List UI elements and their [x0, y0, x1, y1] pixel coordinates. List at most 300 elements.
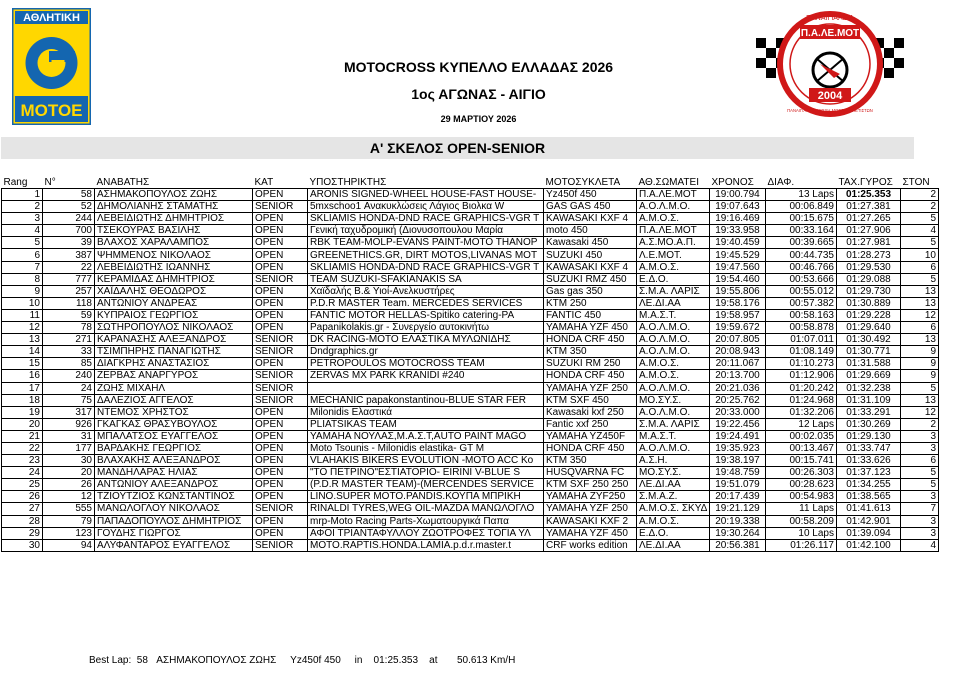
cell-number: 118 — [43, 297, 95, 309]
cell-rank: 17 — [2, 382, 43, 394]
result-row — [2, 249, 939, 261]
cell-lap-no: 6 — [901, 261, 939, 273]
cell-time: 19:24.491 — [710, 430, 766, 442]
cell-number: 244 — [43, 213, 95, 225]
cell-lap-no: 5 — [901, 237, 939, 249]
cell-rank: 26 — [2, 491, 43, 503]
cell-sponsor: ZERVAS MX PARK KRANIDI #240 — [308, 370, 544, 382]
cell-rider: ΔΙΑΓΚΡΗΣ ΑΝΑΣΤΑΣΙΟΣ — [95, 358, 253, 370]
cell-time: 19:48.759 — [710, 467, 766, 479]
cell-motorcycle: YAMAHA ZYF250 — [544, 491, 637, 503]
cell-number: 926 — [43, 418, 95, 430]
cell-rider: ΤΣΙΜΠΗΡΗΣ ΠΑΝΑΓΙΩΤΗΣ — [95, 346, 253, 358]
cell-category: SENIOR — [253, 539, 308, 551]
cell-lap-no: 7 — [901, 503, 939, 515]
cell-lap-no: 5 — [901, 213, 939, 225]
cell-motorcycle: KAWASAKI KXF 2 — [544, 515, 637, 527]
cell-rank: 22 — [2, 442, 43, 454]
cell-category: OPEN — [253, 309, 308, 321]
cell-fastest-lap: 01:33.747 — [837, 442, 901, 454]
cell-rank: 6 — [2, 249, 43, 261]
cell-lap-no: 4 — [901, 539, 939, 551]
cell-diff: 00:54.983 — [766, 491, 837, 503]
cell-rider: ΑΛΥΦΑΝΤΑΡΟΣ ΕΥΑΓΓΕΛΟΣ — [95, 539, 253, 551]
cell-club: Μ.Α.Σ.Τ. — [637, 430, 710, 442]
cell-sponsor: P.D.R MASTER Team. MERCEDES SERVICES — [308, 297, 544, 309]
logo-club-name: Π.Α.ΛΕ.ΜΟΤ — [800, 28, 860, 39]
cell-diff: 00:06.849 — [766, 201, 837, 213]
cell-motorcycle: CRF works edition — [544, 539, 637, 551]
cell-motorcycle: FANTIC 450 — [544, 309, 637, 321]
cell-club: Α.Μ.Ο.Σ. ΣΚΥΔ — [637, 503, 710, 515]
cell-sponsor: Papanikolakis.gr - Συνεργείο αυτοκινήτω — [308, 322, 544, 334]
cell-motorcycle: SUZUKI RMZ 450 — [544, 273, 637, 285]
cell-diff: 01:32.206 — [766, 406, 837, 418]
cell-lap-no: 12 — [901, 406, 939, 418]
cell-sponsor: VLAHAKIS BIKERS EVOLUTION -MOTO ACC Ko — [308, 455, 544, 467]
cell-motorcycle: SUZUKI RM 250 — [544, 358, 637, 370]
cell-lap-no: 2 — [901, 189, 939, 201]
cell-fastest-lap: 01:33.291 — [837, 406, 901, 418]
cell-number: 52 — [43, 201, 95, 213]
cell-category: SENIOR — [253, 370, 308, 382]
cell-rider: ΑΝΤΩΝΙΟΥ ΑΛΕΞΑΝΔΡΟΣ — [95, 479, 253, 491]
cell-diff: 10 Laps — [766, 527, 837, 539]
cell-rank: 7 — [2, 261, 43, 273]
cell-club: ΜΟ.ΣΥ.Σ. — [637, 394, 710, 406]
cell-lap-no: 5 — [901, 273, 939, 285]
cell-motorcycle: KTM SXF 250 250 — [544, 479, 637, 491]
result-row — [2, 261, 939, 273]
cell-motorcycle: HUSQVARNA FC — [544, 467, 637, 479]
cell-club: Α.Μ.Ο.Σ. — [637, 358, 710, 370]
cell-category: SENIOR — [253, 382, 308, 394]
cell-motorcycle: KAWASAKI KXF 4 — [544, 261, 637, 273]
page-title: MOTOCROSS ΚΥΠΕΛΛΟ ΕΛΛΑΔΑΣ 2026 — [343, 59, 614, 75]
cell-sponsor: 5mxschoo1 Ανακυκλώσεις Λάγιος Βιολκα W — [308, 201, 544, 213]
cell-lap-no: 3 — [901, 527, 939, 539]
cell-rank: 23 — [2, 455, 43, 467]
cell-category: OPEN — [253, 189, 308, 201]
cell-fastest-lap: 01:37.123 — [837, 467, 901, 479]
cell-sponsor: FANTIC MOTOR HELLAS-Spitiko catering-PA — [308, 309, 544, 321]
result-row — [2, 430, 939, 442]
cell-diff: 00:13.467 — [766, 442, 837, 454]
cell-sponsor: Moto Tsounis - Milonidis elastika- GT M — [308, 442, 544, 454]
result-row — [2, 418, 939, 430]
cell-time: 20:17.439 — [710, 491, 766, 503]
cell-fastest-lap: 01:29.088 — [837, 273, 901, 285]
cell-sponsor: GREENETHICS.GR, DIRT MOTOS,LIVANAS MOT — [308, 249, 544, 261]
cell-rider: ΤΣΕΚΟΥΡΑΣ ΒΑΣΙΛΗΣ — [95, 225, 253, 237]
cell-lap-no: 3 — [901, 491, 939, 503]
cell-lap-no: 2 — [901, 418, 939, 430]
cell-rider: ΑΣΗΜΑΚΟΠΟΥΛΟΣ ΖΩΗΣ — [95, 189, 253, 201]
cell-club: Α.Μ.Ο.Σ. — [637, 261, 710, 273]
cell-sponsor: SKLIAMIS HONDA-DND RACE GRAPHICS-VGR T — [308, 261, 544, 273]
cell-diff: 00:44.735 — [766, 249, 837, 261]
cell-lap-no: 5 — [901, 479, 939, 491]
cell-motorcycle: YAMAHA YZF 450 — [544, 527, 637, 539]
cell-time: 20:11.067 — [710, 358, 766, 370]
cell-rank: 4 — [2, 225, 43, 237]
cell-motorcycle: SUZUKI 450 — [544, 249, 637, 261]
cell-diff: 01:10.273 — [766, 358, 837, 370]
cell-motorcycle: KTM SXF 450 — [544, 394, 637, 406]
result-row — [2, 285, 939, 297]
cell-rank: 5 — [2, 237, 43, 249]
result-row — [2, 358, 939, 370]
cell-rider: ΚΥΠΡΑΙΟΣ ΓΕΩΡΓΙΟΣ — [95, 309, 253, 321]
cell-category: OPEN — [253, 527, 308, 539]
cell-lap-no: 9 — [901, 370, 939, 382]
cell-category: OPEN — [253, 442, 308, 454]
cell-number: 26 — [43, 479, 95, 491]
cell-rank: 12 — [2, 322, 43, 334]
col-header-fastest-lap: ΤΑΧ.ΓΥΡΟΣ — [838, 176, 893, 188]
cell-lap-no: 4 — [901, 225, 939, 237]
cell-category: SENIOR — [253, 503, 308, 515]
cell-time: 19:33.958 — [710, 225, 766, 237]
result-row — [2, 334, 939, 346]
cell-sponsor: SKLIAMIS HONDA-DND RACE GRAPHICS-VGR T — [308, 213, 544, 225]
logo-year: 2004 — [817, 90, 843, 102]
result-row — [2, 273, 939, 285]
cell-rider: ΜΠΑΛΑΤΣΟΣ ΕΥΑΓΓΕΛΟΣ — [95, 430, 253, 442]
cell-rank: 21 — [2, 430, 43, 442]
cell-club: ΜΟ.ΣΥ.Σ. — [637, 467, 710, 479]
cell-category: SENIOR — [253, 273, 308, 285]
cell-sponsor: YAMAHA ΝΟΥΛΑΣ,Μ.Α.Σ.Τ,AUTO PAINT MAGO — [308, 430, 544, 442]
cell-motorcycle: Kawasaki 450 — [544, 237, 637, 249]
cell-rider: ΜΑΝΩΛΟΓΛΟΥ ΝΙΚΟΛΑΟΣ — [95, 503, 253, 515]
cell-club: ΛΕ.ΔΙ.ΑΑ — [637, 479, 710, 491]
col-header-number: N° — [44, 176, 56, 188]
cell-motorcycle: Gas gas 350 — [544, 285, 637, 297]
logo-club-top-text: ΠΑΝΑΙΓΙΑΛΕΙΑ — [806, 15, 854, 22]
cell-motorcycle: YAMAHA YZF 250 — [544, 503, 637, 515]
result-row — [2, 442, 939, 454]
cell-fastest-lap: 01:28.273 — [837, 249, 901, 261]
cell-motorcycle: KTM 250 — [544, 297, 637, 309]
cell-club: Α.Ο.Λ.Μ.Ο. — [637, 322, 710, 334]
cell-diff: 00:15.675 — [766, 213, 837, 225]
cell-fastest-lap: 01:31.588 — [837, 358, 901, 370]
cell-fastest-lap: 01:27.906 — [837, 225, 901, 237]
best-lap-footer: Best Lap: 58 ΑΣΗΜΑΚΟΠΟΥΛΟΣ ΖΩΗΣ Yz450f 450 in 01:25.353 at 50.613 Km/H — [89, 655, 516, 666]
cell-rank: 16 — [2, 370, 43, 382]
result-row — [2, 297, 939, 309]
cell-lap-no: 2 — [901, 201, 939, 213]
cell-fastest-lap: 01:29.730 — [837, 285, 901, 297]
cell-time: 20:25.762 — [710, 394, 766, 406]
cell-number: 39 — [43, 237, 95, 249]
cell-number: 317 — [43, 406, 95, 418]
cell-category: OPEN — [253, 249, 308, 261]
cell-number: 85 — [43, 358, 95, 370]
cell-number: 555 — [43, 503, 95, 515]
cell-fastest-lap: 01:38.565 — [837, 491, 901, 503]
cell-club: ΛΕ.ΔΙ.ΑΑ — [637, 297, 710, 309]
cell-lap-no: 10 — [901, 249, 939, 261]
cell-rank: 10 — [2, 297, 43, 309]
cell-motorcycle: YAMAHA YZF 250 — [544, 382, 637, 394]
cell-club: Α.Μ.Ο.Σ. — [637, 213, 710, 225]
result-row — [2, 382, 939, 394]
results-header-row — [2, 176, 939, 189]
cell-rank: 24 — [2, 467, 43, 479]
cell-time: 20:33.000 — [710, 406, 766, 418]
cell-fastest-lap: 01:32.238 — [837, 382, 901, 394]
cell-club: Α.Ο.Λ.Μ.Ο. — [637, 201, 710, 213]
cell-diff: 00:55.012 — [766, 285, 837, 297]
cell-category: OPEN — [253, 430, 308, 442]
cell-sponsor: DK RACING-ΜΟΤΟ ΕΛΑΣΤΙΚΑ ΜΥΛΩΝΙΔΗΣ — [308, 334, 544, 346]
cell-rider: ΣΩΤΗΡΟΠΟΥΛΟΣ ΝΙΚΟΛΑΟΣ — [95, 322, 253, 334]
cell-time: 20:08.943 — [710, 346, 766, 358]
cell-club: Α.Ο.Λ.Μ.Ο. — [637, 406, 710, 418]
cell-rider: ΑΝΤΩΝΙΟΥ ΑΝΔΡΕΑΣ — [95, 297, 253, 309]
cell-diff: 01:24.968 — [766, 394, 837, 406]
cell-diff: 00:28.623 — [766, 479, 837, 491]
section-heading: Α' ΣΚΕΛΟΣ OPEN-SENIOR — [1, 137, 914, 159]
cell-number: 387 — [43, 249, 95, 261]
cell-lap-no: 6 — [901, 455, 939, 467]
cell-rank: 28 — [2, 515, 43, 527]
col-header-category: ΚΑΤ — [254, 176, 274, 188]
cell-lap-no: 13 — [901, 285, 939, 297]
cell-motorcycle: HONDA CRF 450 — [544, 370, 637, 382]
cell-number: 257 — [43, 285, 95, 297]
cell-club: Ε.Δ.Ο. — [637, 273, 710, 285]
cell-sponsor: TEAM SUZUKI-SFAKIANAKIS SA — [308, 273, 544, 285]
cell-rider: ΝΤΕΜΟΣ ΧΡΗΣΤΟΣ — [95, 406, 253, 418]
cell-rider: ΒΛΑΧΟΣ ΧΑΡΑΛΑΜΠΟΣ — [95, 237, 253, 249]
cell-time: 20:13.700 — [710, 370, 766, 382]
cell-category: OPEN — [253, 261, 308, 273]
cell-number: 12 — [43, 491, 95, 503]
cell-rank: 27 — [2, 503, 43, 515]
cell-category: SENIOR — [253, 346, 308, 358]
cell-number: 123 — [43, 527, 95, 539]
cell-number: 177 — [43, 442, 95, 454]
cell-lap-no: 5 — [901, 382, 939, 394]
cell-number: 22 — [43, 261, 95, 273]
cell-time: 19:21.129 — [710, 503, 766, 515]
cell-club: Μ.Α.Σ.Τ. — [637, 309, 710, 321]
cell-rider: ΖΕΡΒΑΣ ΑΝΑΡΓΥΡΟΣ — [95, 370, 253, 382]
cell-time: 20:19.338 — [710, 515, 766, 527]
cell-diff: 01:12.906 — [766, 370, 837, 382]
cell-category: SENIOR — [253, 201, 308, 213]
cell-club: Α.Ο.Λ.Μ.Ο. — [637, 334, 710, 346]
cell-rank: 14 — [2, 346, 43, 358]
cell-sponsor: RINALDI TYRES,WEG OIL-MAZDA ΜΑΝΩΛΟΓΛΟ — [308, 503, 544, 515]
cell-time: 19:55.806 — [710, 285, 766, 297]
cell-category: OPEN — [253, 467, 308, 479]
cell-motorcycle: HONDA CRF 450 — [544, 442, 637, 454]
cell-time: 19:22.456 — [710, 418, 766, 430]
cell-club: Α.Ο.Λ.Μ.Ο. — [637, 346, 710, 358]
cell-fastest-lap: 01:29.669 — [837, 370, 901, 382]
col-header-club: ΑΘ.ΣΩΜΑΤΕΙ — [638, 176, 699, 188]
cell-sponsor: Χαϊδαλής Β.& Υιοί-Ανελκυστήρες — [308, 285, 544, 297]
cell-lap-no: 13 — [901, 334, 939, 346]
cell-category: OPEN — [253, 479, 308, 491]
cell-diff: 01:08.149 — [766, 346, 837, 358]
cell-sponsor: PLIATSIKAS TEAM — [308, 418, 544, 430]
result-row — [2, 189, 939, 201]
cell-lap-no: 9 — [901, 346, 939, 358]
cell-rank: 25 — [2, 479, 43, 491]
result-row — [2, 527, 939, 539]
cell-rank: 8 — [2, 273, 43, 285]
cell-rider: ΓΟΥΔΗΣ ΓΙΩΡΓΟΣ — [95, 527, 253, 539]
cell-motorcycle: KAWASAKI KXF 4 — [544, 213, 637, 225]
cell-time: 20:07.805 — [710, 334, 766, 346]
cell-sponsor: PETROPOULOS MOTOCROSS TEAM — [308, 358, 544, 370]
cell-time: 19:35.923 — [710, 442, 766, 454]
cell-rank: 13 — [2, 334, 43, 346]
cell-rider: ΔΗΜΟΛΙΑΝΗΣ ΣΤΑΜΑΤΗΣ — [95, 201, 253, 213]
cell-diff: 01:26.117 — [766, 539, 837, 551]
cell-sponsor: MECHANIC papakonstantinou-BLUE STAR FER — [308, 394, 544, 406]
cell-club: Α.Ο.Λ.Μ.Ο. — [637, 382, 710, 394]
cell-number: 58 — [43, 189, 95, 201]
cell-motorcycle: Fantic xxf 250 — [544, 418, 637, 430]
cell-rank: 3 — [2, 213, 43, 225]
logo-bottom-text: MOTOE — [20, 101, 83, 120]
cell-number: 33 — [43, 346, 95, 358]
cell-rider: ΠΑΠΑΔΟΠΟΥΛΟΣ ΔΗΜΗΤΡΙΟΣ — [95, 515, 253, 527]
result-row — [2, 406, 939, 418]
cell-club: Π.Α.ΛΕ.ΜΟΤ — [637, 225, 710, 237]
cell-motorcycle: Yz450f 450 — [544, 189, 637, 201]
cell-motorcycle: KTM 350 — [544, 455, 637, 467]
cell-rider: ΤΖΙΟΥΤΖΙΟΣ ΚΩΝΣΤΑΝΤΙΝΟΣ — [95, 491, 253, 503]
cell-category: SENIOR — [253, 394, 308, 406]
cell-time: 19:58.176 — [710, 297, 766, 309]
cell-rider: ΚΕΡΑΜΙΔΑΣ ΔΗΜΗΤΡΙΟΣ — [95, 273, 253, 285]
result-row — [2, 394, 939, 406]
cell-time: 19:00.794 — [710, 189, 766, 201]
cell-diff: 01:07.011 — [766, 334, 837, 346]
cell-number: 79 — [43, 515, 95, 527]
cell-lap-no: 9 — [901, 358, 939, 370]
cell-club: Α.Ο.Λ.Μ.Ο. — [637, 442, 710, 454]
cell-fastest-lap: 01:29.640 — [837, 322, 901, 334]
cell-number: 700 — [43, 225, 95, 237]
result-row — [2, 539, 939, 551]
col-header-rider: ΑΝΑΒΑΤΗΣ — [96, 176, 150, 188]
result-row — [2, 322, 939, 334]
cell-fastest-lap: 01:42.100 — [837, 539, 901, 551]
cell-fastest-lap: 01:29.130 — [837, 430, 901, 442]
cell-rider: ΒΑΡΔΑΚΗΣ ΓΕΩΡΓΙΟΣ — [95, 442, 253, 454]
cell-motorcycle: YAMAHA YZF 450 — [544, 322, 637, 334]
col-header-motorcycle: ΜΟΤΟΣΥΚΛΕΤΑ — [545, 176, 621, 188]
col-header-rang: Rang — [3, 176, 28, 188]
cell-sponsor: (P.D.R MASTER TEAM)-(MERCENDES SERVICE — [308, 479, 544, 491]
cell-number: 20 — [43, 467, 95, 479]
cell-sponsor: mrp-Moto Racing Parts-Χωματουργικά Παπα — [308, 515, 544, 527]
cell-club: Σ.Μ.Α.Ζ. — [637, 491, 710, 503]
cell-number: 78 — [43, 322, 95, 334]
col-header-sponsor: ΥΠΟΣΤΗΡΙΚΤΗΣ — [309, 176, 387, 188]
cell-diff: 00:58.878 — [766, 322, 837, 334]
logo-club-bottom-text: ΠΑΝΑΙΓΙΑΛΕΙΑ ΛΕΣΧΗ ΜΟΤΟΣΥΚΛΕΤΙΣΤΩΝ — [787, 108, 873, 113]
cell-sponsor: Γενική ταχυδρομική (Διονυσοπουλου Μαρία — [308, 225, 544, 237]
cell-number: 94 — [43, 539, 95, 551]
cell-sponsor: LINO.SUPER MOTO.PANDIS.ΚΟΥΠΑ ΜΠΡΙΚΗ — [308, 491, 544, 503]
cell-club: Α.Σ.Η. — [637, 455, 710, 467]
cell-category: OPEN — [253, 406, 308, 418]
cell-lap-no: 5 — [901, 467, 939, 479]
cell-rank: 19 — [2, 406, 43, 418]
cell-category: OPEN — [253, 237, 308, 249]
result-row — [2, 213, 939, 225]
cell-fastest-lap: 01:30.492 — [837, 334, 901, 346]
cell-diff: 13 Laps — [766, 189, 837, 201]
cell-sponsor — [308, 382, 544, 394]
cell-rank: 15 — [2, 358, 43, 370]
cell-diff: 00:46.766 — [766, 261, 837, 273]
cell-time: 20:21.036 — [710, 382, 766, 394]
result-row — [2, 515, 939, 527]
cell-fastest-lap: 01:30.771 — [837, 346, 901, 358]
cell-diff: 00:39.665 — [766, 237, 837, 249]
cell-number: 31 — [43, 430, 95, 442]
result-row — [2, 309, 939, 321]
cell-diff: 01:20.242 — [766, 382, 837, 394]
cell-sponsor: "ΤΟ ΠΕΤΡΙΝΟ"ΕΣΤΙΑΤΟΡΙΟ- EIRINI V-BLUE S — [308, 467, 544, 479]
cell-category: OPEN — [253, 515, 308, 527]
cell-rank: 29 — [2, 527, 43, 539]
cell-diff: 12 Laps — [766, 418, 837, 430]
race-date: 29 ΜΑΡΤΙΟΥ 2026 — [440, 114, 517, 124]
cell-fastest-lap: 01:27.981 — [837, 237, 901, 249]
cell-rider: ΖΩΗΣ ΜΙΧΑΗΛ — [95, 382, 253, 394]
cell-category: SENIOR — [253, 334, 308, 346]
cell-club: Α.Μ.Ο.Σ. — [637, 515, 710, 527]
col-header-diff: ΔΙΑΦ. — [767, 176, 795, 188]
cell-fastest-lap: 01:34.255 — [837, 479, 901, 491]
cell-sponsor: MOTO.RAPTIS.HONDA.LAMIA.p.d.r.master.t — [308, 539, 544, 551]
cell-diff: 00:15.741 — [766, 455, 837, 467]
col-header-lap-no: ΣΤΟΝ — [902, 176, 930, 188]
cell-club: Α.Μ.Ο.Σ. — [637, 370, 710, 382]
cell-category: OPEN — [253, 297, 308, 309]
cell-fastest-lap: 01:27.265 — [837, 213, 901, 225]
cell-time: 19:07.643 — [710, 201, 766, 213]
cell-lap-no: 13 — [901, 297, 939, 309]
cell-fastest-lap: 01:41.613 — [837, 503, 901, 515]
cell-number: 30 — [43, 455, 95, 467]
logo-top-text: ΑΘΛΗΤΙΚΗ — [23, 12, 80, 24]
cell-sponsor: ARONIS SIGNED-WHEEL HOUSE-FAST HOUSE- — [308, 189, 544, 201]
result-row — [2, 370, 939, 382]
cell-number: 271 — [43, 334, 95, 346]
result-row — [2, 491, 939, 503]
cell-fastest-lap: 01:33.626 — [837, 455, 901, 467]
cell-diff: 00:53.666 — [766, 273, 837, 285]
cell-time: 19:40.459 — [710, 237, 766, 249]
result-row — [2, 346, 939, 358]
cell-fastest-lap: 01:31.109 — [837, 394, 901, 406]
cell-rank: 9 — [2, 285, 43, 297]
cell-lap-no: 13 — [901, 394, 939, 406]
result-row — [2, 503, 939, 515]
